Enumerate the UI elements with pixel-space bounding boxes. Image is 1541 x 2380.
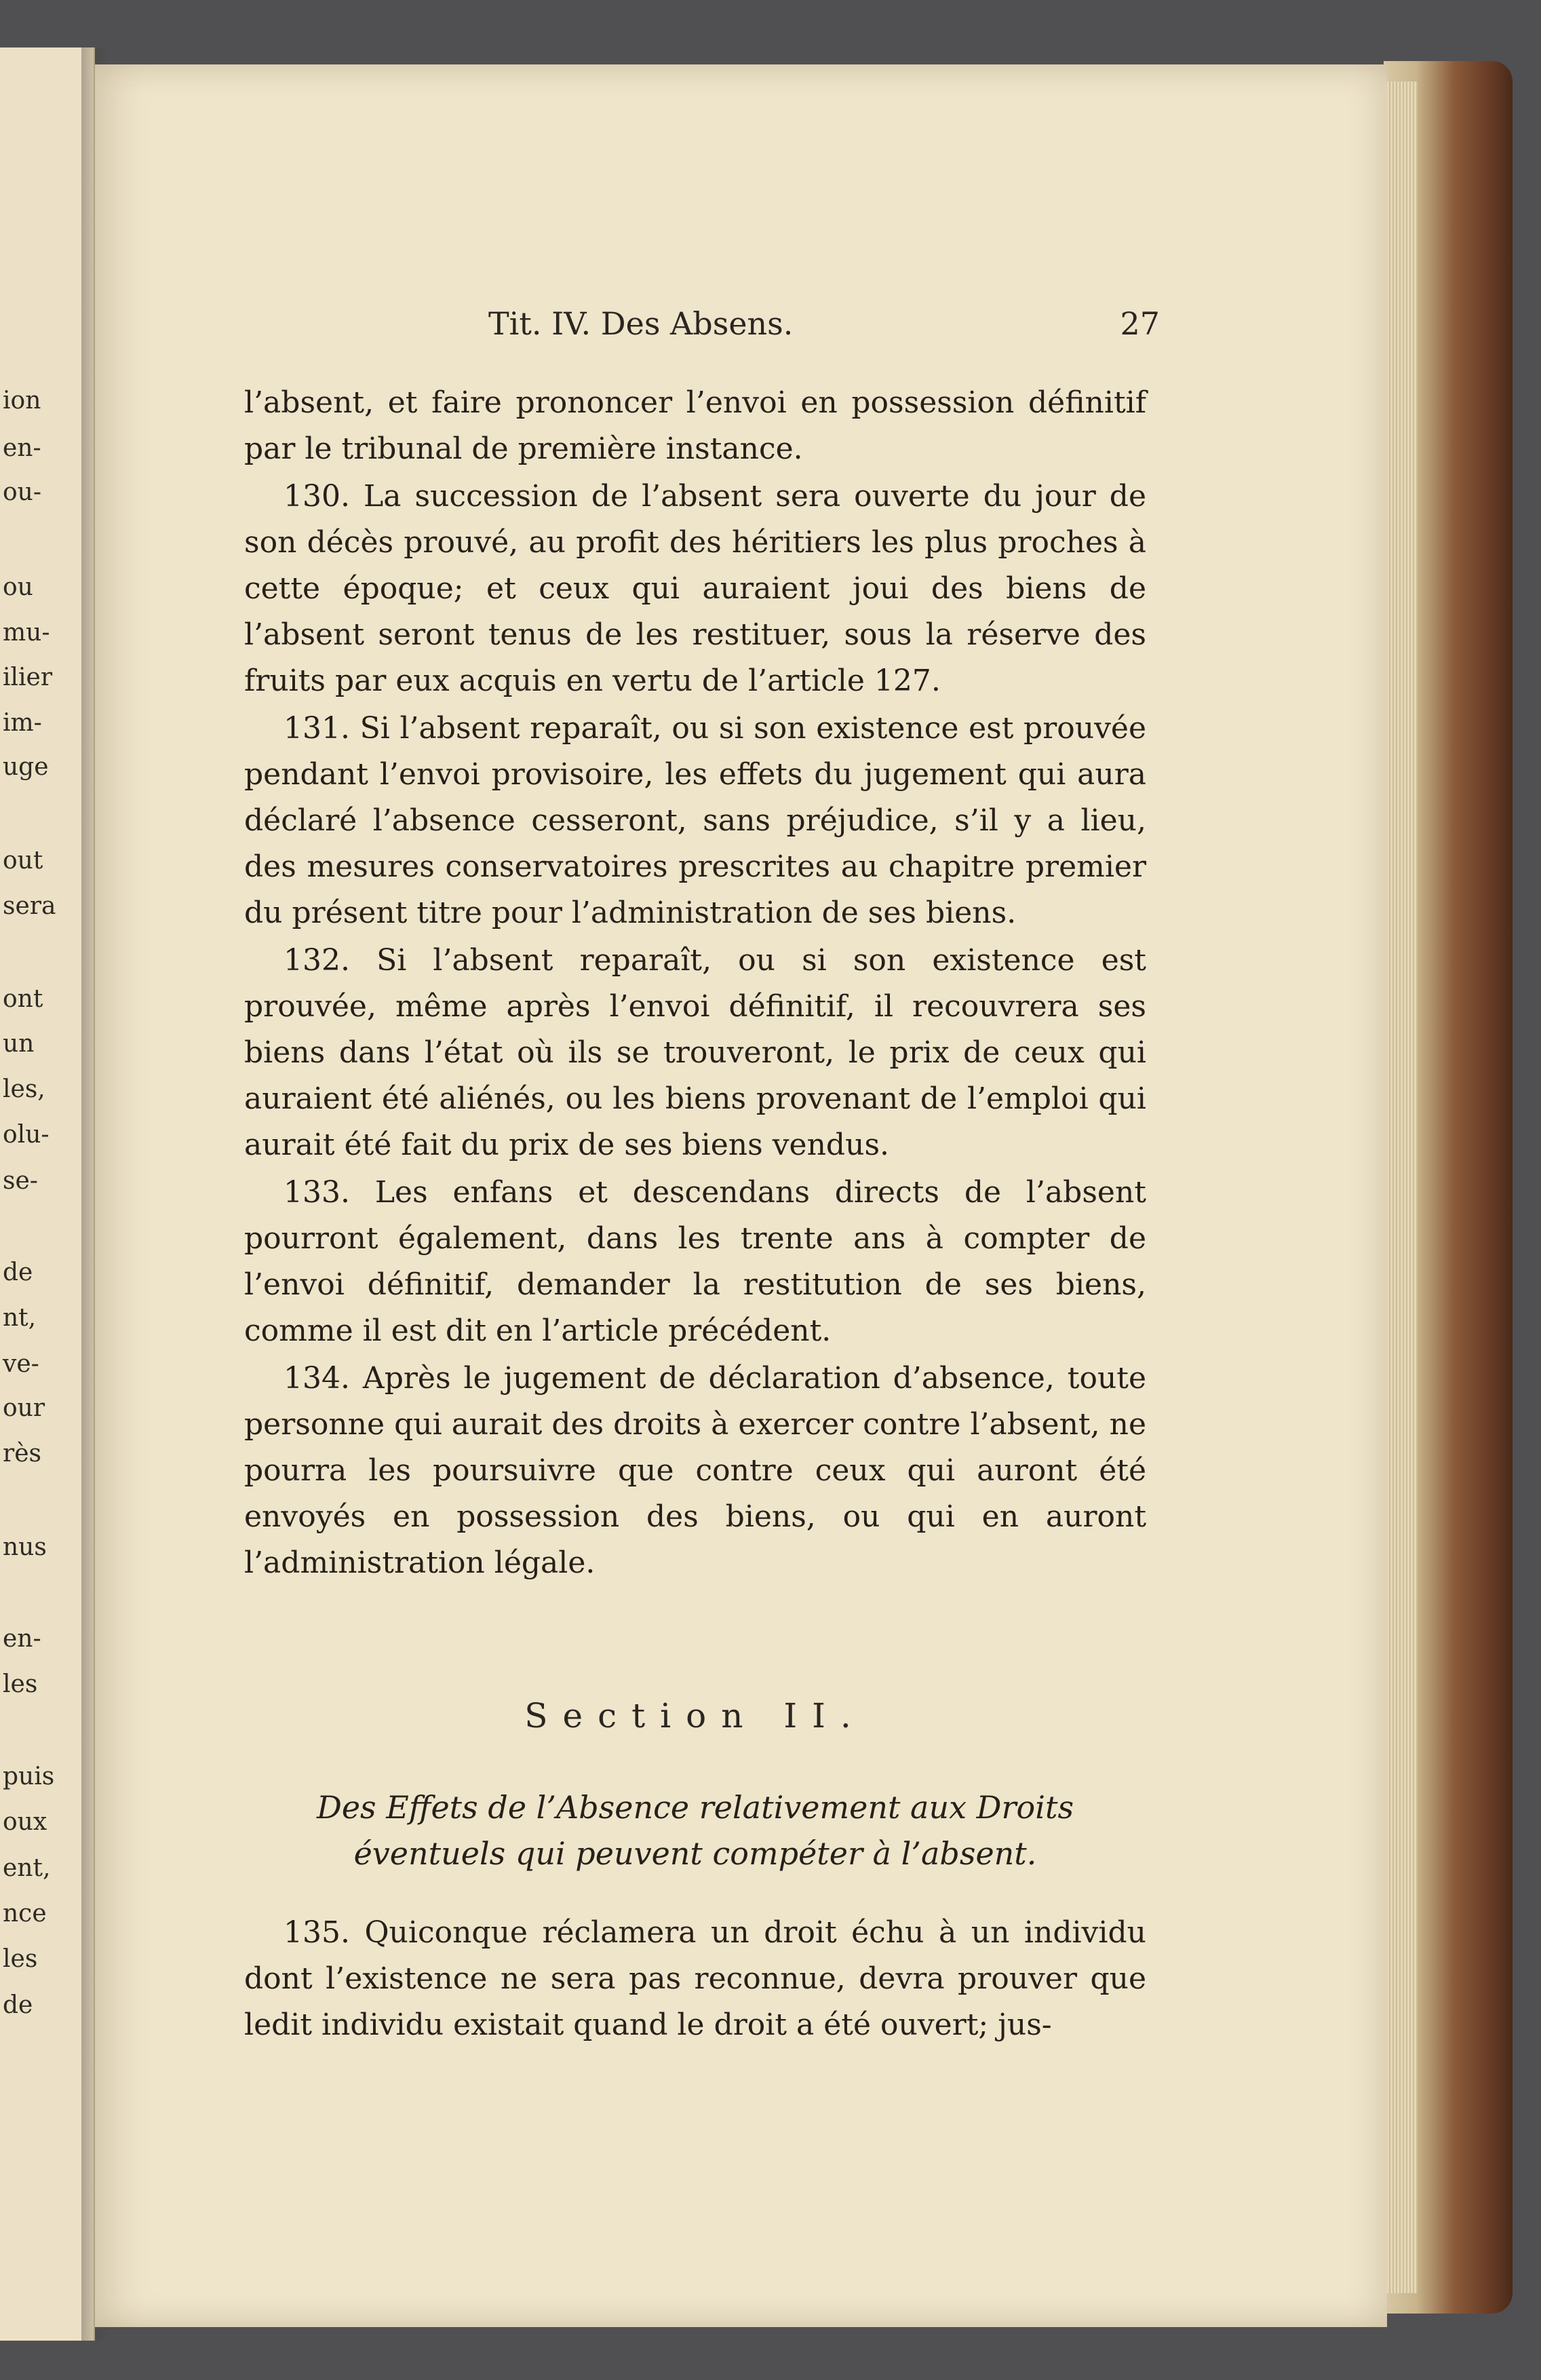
article-131: 131. Si l’absent reparaît, ou si son existence est prouvée pendant l’envoi provisoire, les effets du jugement qui aura déclaré l’absence cesseront, sans préjudice, s’il y a lieu, des mesures conservatoires prescrites au chapitre premier du présent titre pour l’administration de ses biens. [244, 711, 1146, 930]
left-fragment: ent, [3, 1854, 51, 1882]
article-132: 132. Si l’absent reparaît, ou si son existence est prouvée, même après l’envoi définitif, il recouvrera ses biens dans l’état où ils se trouveront, le prix de ceux qui auraient été aliénés, ou les biens provenant de l’emploi qui aurait été fait du prix de ses biens vendus. [244, 943, 1146, 1162]
body-text [244, 380, 1146, 1588]
left-fragment: ilier [3, 664, 53, 691]
left-fragment: un [3, 1030, 35, 1058]
left-fragment: olu- [3, 1121, 50, 1149]
left-fragment: les, [3, 1075, 45, 1103]
left-fragment: nt, [3, 1304, 37, 1332]
left-fragment: ou- [3, 478, 42, 506]
left-fragment: out [3, 847, 43, 875]
section-subtitle [244, 1784, 1146, 1877]
left-fragment: nce [3, 1900, 47, 1927]
body-text-continued [244, 1910, 1146, 2048]
left-fragment: se- [3, 1167, 38, 1195]
left-fragment: ont [3, 985, 43, 1013]
left-fragment: en- [3, 434, 41, 462]
running-head [380, 305, 1160, 353]
left-fragment: de [3, 1259, 33, 1286]
left-page-edge [0, 47, 95, 2341]
left-fragment: en- [3, 1625, 41, 1653]
article-134: 134. Après le jugement de déclaration d’absence, toute personne qui aurait des droits à exercer contre l’absent, ne pourra les poursuivre que contre ceux qui auront été envoyés en possession des biens, ou qui en auront l’administration légale. [244, 1361, 1146, 1580]
left-fragment: de [3, 1991, 33, 2019]
running-head-title: Tit. IV. Des Absens. [488, 305, 794, 342]
article-133: 133. Les enfans et descendans directs de l’absent pourront également, dans les trente ans à compter de l’envoi définitif, demander la restitution de ses biens, comme il est dit en l’article précédent. [244, 1175, 1146, 1348]
article-135: 135. Quiconque réclamera un droit échu à un individu dont l’existence ne sera pas reconnue, devra prouver que ledit individu existait quand le droit a été ouvert; jus- [244, 1915, 1146, 2042]
left-fragment: ou [3, 573, 33, 601]
left-fragment: ion [3, 387, 41, 415]
left-fragment: les [3, 1670, 38, 1698]
section-subtitle-line: éventuels qui peuvent compéter à l’absent. [353, 1835, 1037, 1872]
left-fragment: oux [3, 1808, 47, 1836]
left-fragment: im- [3, 709, 42, 737]
left-fragment: mu- [3, 619, 50, 647]
page-number: 27 [1120, 305, 1160, 342]
left-fragment: our [3, 1394, 45, 1422]
left-fragment: rès [3, 1440, 41, 1467]
section-subtitle-line: Des Effets de l’Absence relativement aux Droits [316, 1789, 1074, 1826]
section-heading: Section II. [524, 1696, 866, 1735]
left-fragment: ve- [3, 1350, 39, 1378]
article-130: 130. La succession de l’absent sera ouverte du jour de son décès prouvé, au profit des héritiers les plus proches à cette époque; et ceux qui auraient joui des biens de l’absent seront tenus de les restituer, sous la réserve des fruits par eux acquis en vertu de l’article 127. [244, 479, 1146, 698]
left-fragment: les [3, 1945, 38, 1973]
left-fragment: puis [3, 1763, 55, 1790]
left-fragment: nus [3, 1533, 47, 1561]
left-fragment: sera [3, 892, 56, 920]
paragraph-continued: l’absent, et faire prononcer l’envoi en possession définitif par le tribunal de première instance. [244, 385, 1146, 466]
left-fragment: uge [3, 753, 49, 781]
